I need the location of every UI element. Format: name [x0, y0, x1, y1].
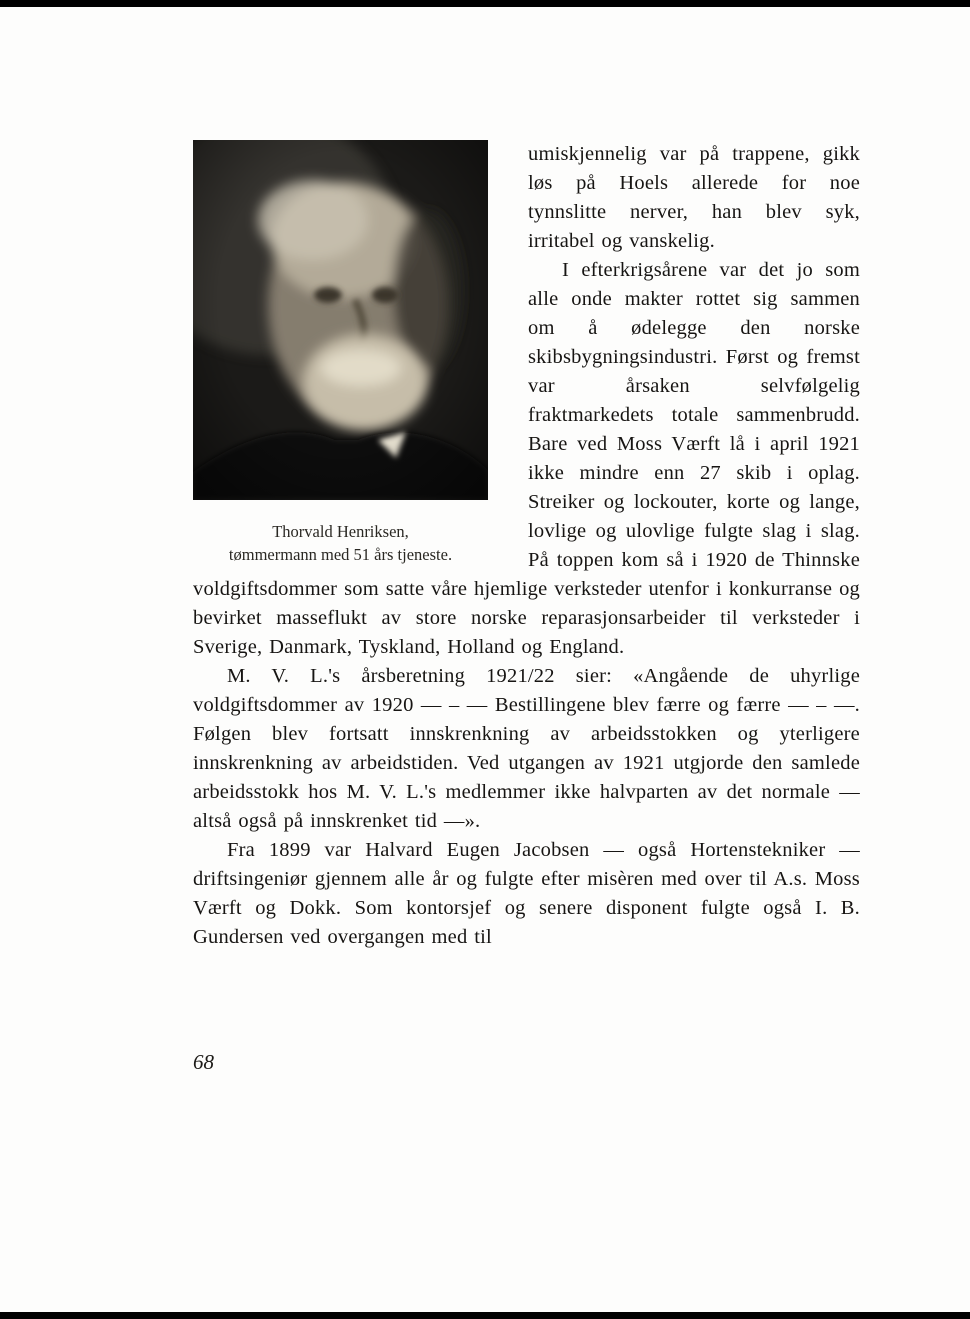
- paragraph-4: Fra 1899 var Halvard Eugen Jacobsen — også Hortenstekniker — driftsingeniør gjennem alle år og fulgte efter misèren med over til A.s. Moss Værft og Dokk. Som kontorsjef og senere disponent fulgte også I. B. Gundersen ved overgangen med til: [193, 839, 860, 948]
- caption-line-2: tømmermann med 51 års tjeneste.: [228, 545, 453, 564]
- page-content: [193, 140, 860, 952]
- figure-caption: [193, 520, 488, 566]
- paragraph-1: umiskjennelig var på trappene, gikk løs på Hoels allerede for noe tynnslitte nerver, han blev syk, irritabel og vanskelig.: [528, 143, 860, 252]
- paragraph-2: I efterkrigsårene var det jo som alle onde makter rottet sig sammen om å ødelegge den norske skibsbygningsindustri. Først og fremst var årsaken selvfølgelig fraktmarkedets totale sammenbrudd. Bare ved Moss Værft lå i april 1921 ikke mindre enn 27 skib i oplag. Streiker og lockouter, korte og lange, lovlige og ulovlige fulgte slag i slag. På toppen kom så i 1920 de Thinnske voldgiftsdommer som satte våre hjemlige verksteder utenfor i konkurranse og bevirket masseflukt av store norske reparasjonsarbeider til verksteder i Sverige, Danmark, Tyskland, Holland og England.: [193, 259, 860, 658]
- paragraph-3: M. V. L.'s årsberetning 1921/22 sier: «Angående de uhyrlige voldgiftsdommer av 1920 — – — Bestillingene blev færre og færre — – —. Følgen blev fortsatt innskrenkning av arbeidsstokken og yterligere innskrenkning av arbeidstiden. Ved utgangen av 1921 utgjorde den samlede arbeidsstokk hos M. V. L.'s medlemmer ikke halvparten av det normale — altså også på innskrenket tid —».: [193, 665, 860, 832]
- scan-edge-top: [0, 0, 970, 7]
- caption-line-1: Thorvald Henriksen,: [272, 522, 409, 541]
- portrait-figure: [193, 140, 488, 566]
- scan-edge-bottom: [0, 1312, 970, 1319]
- portrait-photo: [193, 140, 488, 500]
- photo-vignette: [193, 140, 488, 500]
- page-number: 68: [193, 1050, 214, 1074]
